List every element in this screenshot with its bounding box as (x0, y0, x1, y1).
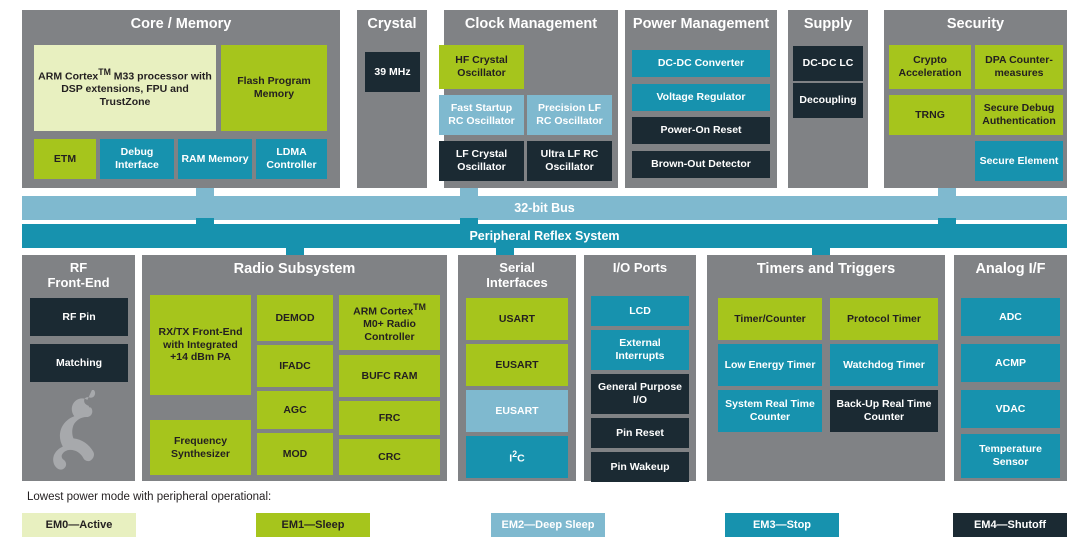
block-debug-interface: Debug Interface (100, 139, 174, 179)
block-eusart-em1: EUSART (466, 344, 568, 386)
gecko-logo-icon (30, 390, 112, 472)
block-voltage-regulator: Voltage Regulator (632, 84, 770, 111)
group-title-clock-management: Clock Management (464, 16, 598, 32)
block-etm: ETM (34, 139, 96, 179)
block-general-purpose-io: General Purpose I/O (591, 374, 689, 414)
legend-item-em2: EM2—Deep Sleep (491, 513, 605, 537)
bus-32-bit: 32-bit Bus (22, 196, 1067, 220)
group-title-timers-and-triggers: Timers and Triggers (756, 261, 896, 277)
block-brown-out-detector: Brown-Out Detector (632, 151, 770, 178)
block-power-on-reset: Power-On Reset (632, 117, 770, 144)
group-title-power-management: Power Management (632, 16, 770, 32)
block-demod: DEMOD (257, 295, 333, 341)
block-label: $I^2C$ (509, 448, 525, 465)
group-crystal (357, 10, 427, 188)
block-watchdog-timer: Watchdog Timer (830, 344, 938, 386)
block-pin-reset: Pin Reset (591, 418, 689, 448)
block-lcd: LCD (591, 296, 689, 326)
block-external-interrupts: External Interrupts (591, 330, 689, 370)
block-backup-real-time-counter: Back-Up Real Time Counter (830, 390, 938, 432)
block-agc: AGC (257, 391, 333, 429)
block-precision-lf-rc-oscillator: Precision LF RC Oscillator (527, 95, 612, 135)
group-title-analog-if: Analog I/F (975, 261, 1046, 277)
block-fast-startup-rc-oscillator: Fast Startup RC Oscillator (439, 95, 524, 135)
block-secure-debug-authentication: Secure Debug Authentication (975, 95, 1063, 135)
block-low-energy-timer: Low Energy Timer (718, 344, 822, 386)
block-rf-pin: RF Pin (30, 298, 128, 336)
block-system-real-time-counter: System Real Time Counter (718, 390, 822, 432)
group-title-crystal: Crystal (367, 16, 417, 32)
block-trng: TRNG (889, 95, 971, 135)
group-title-radio-subsystem: Radio Subsystem (233, 261, 356, 277)
block-crypto-acceleration: Crypto Acceleration (889, 45, 971, 89)
legend-item-em4: EM4—Shutoff (953, 513, 1067, 537)
block-flash-program-memory: Flash Program Memory (221, 45, 327, 131)
block-timer-counter: Timer/Counter (718, 298, 822, 340)
block-acmp: ACMP (961, 344, 1060, 382)
block-pin-wakeup: Pin Wakeup (591, 452, 689, 482)
group-title-io-ports: I/O Ports (612, 260, 668, 275)
block-ultra-lf-rc-oscillator: Ultra LF RC Oscillator (527, 141, 612, 181)
block-protocol-timer: Protocol Timer (830, 298, 938, 340)
bus-peripheral-reflex-system: Peripheral Reflex System (22, 224, 1067, 248)
block-dc-dc-converter: DC-DC Converter (632, 50, 770, 77)
block-label: ARM Cortex™ M0+ Radio Controller (353, 301, 426, 343)
block-39-mhz: 39 MHz (365, 52, 420, 92)
legend-caption: Lowest power mode with peripheral operational: (27, 491, 272, 503)
group-title-rf-front-end: RF Front-End (47, 260, 110, 290)
legend-item-em0: EM0—Active (22, 513, 136, 537)
block-lf-crystal-oscillator: LF Crystal Oscillator (439, 141, 524, 181)
block-i2c (466, 436, 568, 478)
block-label: ARM Cortex™ M33 processor with DSP extensions, FPU and TrustZone (38, 67, 212, 109)
block-dc-dc-lc: DC-DC LC (793, 46, 863, 81)
block-rx-tx-front-end: RX/TX Front-End with Integrated +14 dBm PA (150, 295, 251, 395)
group-title-core-memory: Core / Memory (130, 16, 232, 32)
block-matching: Matching (30, 344, 128, 382)
block-arm-cortex-m33 (34, 45, 216, 131)
block-ram-memory: RAM Memory (178, 139, 252, 179)
block-frequency-synthesizer: Frequency Synthesizer (150, 420, 251, 475)
block-ldma-controller: LDMA Controller (256, 139, 327, 179)
block-decoupling: Decoupling (793, 83, 863, 118)
block-bufc-ram: BUFC RAM (339, 355, 440, 397)
block-temperature-sensor: Temperature Sensor (961, 434, 1060, 478)
block-adc: ADC (961, 298, 1060, 336)
block-secure-element: Secure Element (975, 141, 1063, 181)
group-title-supply: Supply (803, 16, 853, 32)
block-usart: USART (466, 298, 568, 340)
block-ifadc: IFADC (257, 345, 333, 387)
block-hf-crystal-oscillator: HF Crystal Oscillator (439, 45, 524, 89)
group-title-security: Security (946, 16, 1005, 32)
group-title-serial-interfaces: Serial Interfaces (486, 260, 548, 290)
block-dpa-countermeasures: DPA Counter-measures (975, 45, 1063, 89)
legend-item-em1: EM1—Sleep (256, 513, 370, 537)
block-vdac: VDAC (961, 390, 1060, 428)
block-eusart-em2: EUSART (466, 390, 568, 432)
legend-item-em3: EM3—Stop (725, 513, 839, 537)
block-mod: MOD (257, 433, 333, 475)
block-crc: CRC (339, 439, 440, 475)
block-frc: FRC (339, 401, 440, 435)
block-arm-cortex-m0-radio-controller (339, 295, 440, 350)
